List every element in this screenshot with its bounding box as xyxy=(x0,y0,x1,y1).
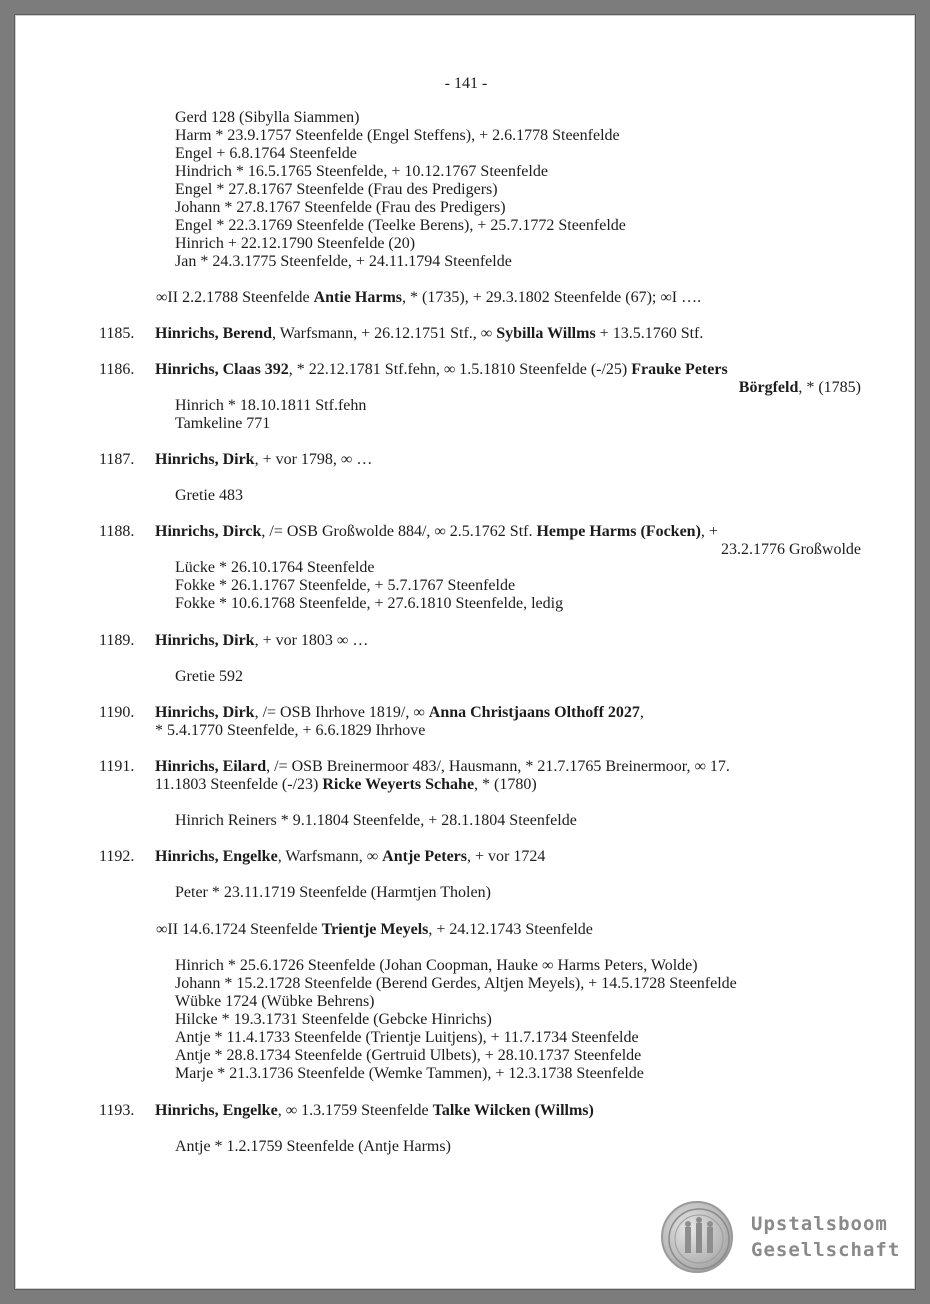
entry-1186-continuation: Börgfeld, * (1785) xyxy=(738,379,861,396)
marriage-line: ∞II 14.6.1724 Steenfelde Trientje Meyels, + 24.12.1743 Steenfelde xyxy=(156,921,593,938)
marriage-line: ∞II 2.2.1788 Steenfelde Antie Harms, * (1735), + 29.3.1802 Steenfelde (67); ∞I …. xyxy=(156,289,702,306)
child-line: Hinrich * 18.10.1811 Stf.fehn xyxy=(175,397,367,414)
child-line: Gretie 592 xyxy=(175,668,243,685)
child-line: Johann * 27.8.1767 Steenfelde (Frau des Predigers) xyxy=(175,199,506,216)
child-line: Hinrich + 22.12.1790 Steenfelde (20) xyxy=(175,235,416,252)
child-line: Hindrich * 16.5.1765 Steenfelde, + 10.12.1767 Steenfelde xyxy=(175,163,548,180)
entry-1185: 1185. Hinrichs, Berend, Warfsmann, + 26.12.1751 Stf., ∞ Sybilla Willms + 13.5.1760 Stf. xyxy=(99,325,704,342)
entry-1186: 1186. Hinrichs, Claas 392, * 22.12.1781 Stf.fehn, ∞ 1.5.1810 Steenfelde (-/25) Frauke Peters xyxy=(99,361,728,378)
child-line: Marje * 21.3.1736 Steenfelde (Wemke Tammen), + 12.3.1738 Steenfelde xyxy=(175,1065,644,1082)
entry-1188: 1188. Hinrichs, Dirck, /= OSB Großwolde 884/, ∞ 2.5.1762 Stf. Hempe Harms (Focken), + xyxy=(99,523,718,540)
entry-1187: 1187. Hinrichs, Dirk, + vor 1798, ∞ … xyxy=(99,451,373,468)
entry-1192: 1192. Hinrichs, Engelke, Warfsmann, ∞ Antje Peters, + vor 1724 xyxy=(99,848,546,865)
entry-1189: 1189. Hinrichs, Dirk, + vor 1803 ∞ … xyxy=(99,632,369,649)
logo-line-1: Upstalsboom xyxy=(751,1213,888,1235)
child-line: Antje * 11.4.1733 Steenfelde (Trientje Luitjens), + 11.7.1734 Steenfelde xyxy=(175,1029,639,1046)
child-line: Gretie 483 xyxy=(175,487,243,504)
entry-1191-continuation: 11.1803 Steenfelde (-/23) Ricke Weyerts Schahe, * (1780) xyxy=(155,776,537,793)
child-line: Hinrich Reiners * 9.1.1804 Steenfelde, + 28.1.1804 Steenfelde xyxy=(175,812,577,829)
child-line: Johann * 15.2.1728 Steenfelde (Berend Gerdes, Altjen Meyels), + 14.5.1728 Steenfelde xyxy=(175,975,737,992)
logo-line-2: Gesellschaft xyxy=(751,1239,901,1261)
child-line: Harm * 23.9.1757 Steenfelde (Engel Steffens), + 2.6.1778 Steenfelde xyxy=(175,127,620,144)
document-page xyxy=(14,14,916,1290)
child-line: Jan * 24.3.1775 Steenfelde, + 24.11.1794 Steenfelde xyxy=(175,253,512,270)
child-line: Hinrich * 25.6.1726 Steenfelde (Johan Coopman, Hauke ∞ Harms Peters, Wolde) xyxy=(175,957,698,974)
child-line: Gerd 128 (Sibylla Siammen) xyxy=(175,109,360,126)
child-line: Hilcke * 19.3.1731 Steenfelde (Gebcke Hinrichs) xyxy=(175,1011,492,1028)
entry-1188-continuation: 23.2.1776 Großwolde xyxy=(721,541,861,558)
child-line: Wübke 1724 (Wübke Behrens) xyxy=(175,993,375,1010)
child-line: Fokke * 26.1.1767 Steenfelde, + 5.7.1767 Steenfelde xyxy=(175,577,516,594)
entry-1193: 1193. Hinrichs, Engelke, ∞ 1.3.1759 Steenfelde Talke Wilcken (Willms) xyxy=(99,1102,594,1119)
child-line: Engel + 6.8.1764 Steenfelde xyxy=(175,145,357,162)
entry-1190-continuation: * 5.4.1770 Steenfelde, + 6.6.1829 Ihrhove xyxy=(155,722,426,739)
child-line: Tamkeline 771 xyxy=(175,415,271,432)
child-line: Engel * 22.3.1769 Steenfelde (Teelke Berens), + 25.7.1772 Steenfelde xyxy=(175,217,626,234)
entry-1190: 1190. Hinrichs, Dirk, /= OSB Ihrhove 1819/, ∞ Anna Christjaans Olthoff 2027, xyxy=(99,704,644,721)
page-number: - 141 - xyxy=(444,75,488,92)
society-seal-icon xyxy=(661,1201,733,1273)
child-line: Lücke * 26.10.1764 Steenfelde xyxy=(175,559,375,576)
entry-1191: 1191. Hinrichs, Eilard, /= OSB Breinermoor 483/, Hausmann, * 21.7.1765 Breinermoor, ∞ 17. xyxy=(99,758,730,775)
child-line: Antje * 28.8.1734 Steenfelde (Gertruid Ulbets), + 28.10.1737 Steenfelde xyxy=(175,1047,642,1064)
page-content xyxy=(15,15,917,1291)
child-line: Antje * 1.2.1759 Steenfelde (Antje Harms) xyxy=(175,1138,451,1155)
child-line: Fokke * 10.6.1768 Steenfelde, + 27.6.1810 Steenfelde, ledig xyxy=(175,595,564,612)
society-logo xyxy=(661,1201,901,1273)
child-line: Engel * 27.8.1767 Steenfelde (Frau des Predigers) xyxy=(175,181,498,198)
child-line: Peter * 23.11.1719 Steenfelde (Harmtjen Tholen) xyxy=(175,884,491,901)
